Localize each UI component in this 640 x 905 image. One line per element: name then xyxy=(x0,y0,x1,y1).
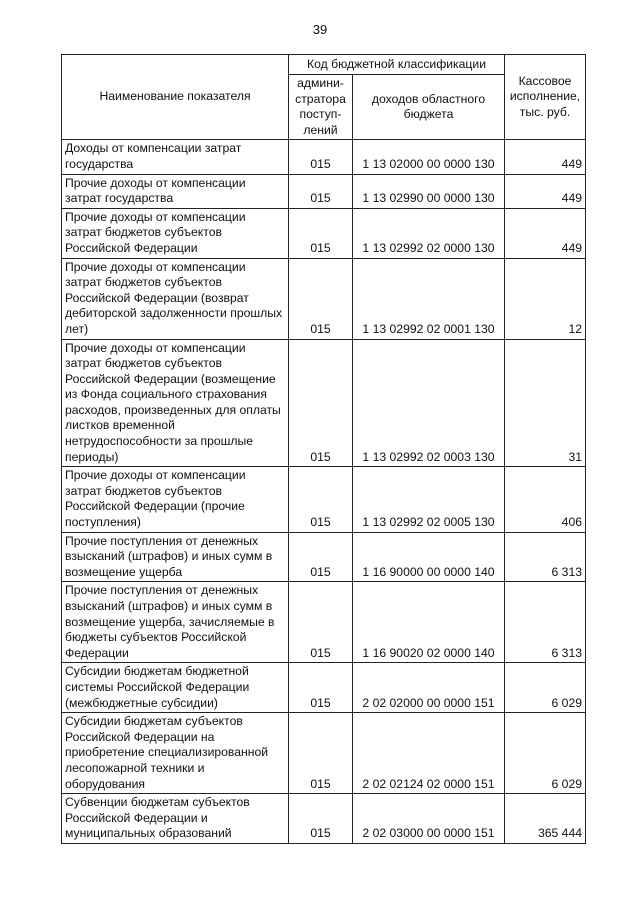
table-row xyxy=(62,339,586,467)
table-row xyxy=(62,663,586,713)
row-admin-code: 015 xyxy=(289,713,353,794)
row-name: Доходы от компенсации затрат государства xyxy=(62,140,289,174)
header-income: доходов областного бюджета xyxy=(353,75,505,140)
row-amount: 449 xyxy=(505,208,586,258)
row-name: Прочие поступления от денежных взысканий (штрафов) и иных сумм в возмещение ущерба, зачисляемые в бюджеты субъектов Российской Федерации xyxy=(62,582,289,663)
row-income-code: 2 02 02000 00 0000 151 xyxy=(353,663,505,713)
row-amount: 449 xyxy=(505,174,586,208)
row-name: Прочие поступления от денежных взысканий (штрафов) и иных сумм в возмещение ущерба xyxy=(62,532,289,582)
header-name: Наименование показателя xyxy=(62,55,289,140)
row-amount: 406 xyxy=(505,467,586,532)
row-name: Прочие доходы от компенсации затрат бюджетов субъектов Российской Федерации (возврат дебиторской задолженности прошлых лет) xyxy=(62,258,289,339)
row-admin-code: 015 xyxy=(289,339,353,467)
table-row xyxy=(62,467,586,532)
page-number: 39 xyxy=(312,22,328,37)
row-admin-code: 015 xyxy=(289,794,353,844)
row-amount: 6 313 xyxy=(505,582,586,663)
row-income-code: 2 02 02124 02 0000 151 xyxy=(353,713,505,794)
header-admin: админи-стратора поступ-лений xyxy=(289,75,353,140)
table-row xyxy=(62,258,586,339)
row-amount: 6 029 xyxy=(505,663,586,713)
row-amount: 449 xyxy=(505,140,586,174)
row-income-code: 1 13 02990 00 0000 130 xyxy=(353,174,505,208)
row-amount: 31 xyxy=(505,339,586,467)
row-name: Субсидии бюджетам субъектов Российской Федерации на приобретение специализированной лесопожарной техники и оборудования xyxy=(62,713,289,794)
row-admin-code: 015 xyxy=(289,663,353,713)
row-name: Прочие доходы от компенсации затрат бюджетов субъектов Российской Федерации xyxy=(62,208,289,258)
row-name: Субсидии бюджетам бюджетной системы Российской Федерации (межбюджетные субсидии) xyxy=(62,663,289,713)
row-name: Прочие доходы от компенсации затрат бюджетов субъектов Российской Федерации (прочие поступления) xyxy=(62,467,289,532)
row-admin-code: 015 xyxy=(289,582,353,663)
row-income-code: 1 16 90000 00 0000 140 xyxy=(353,532,505,582)
row-admin-code: 015 xyxy=(289,467,353,532)
row-name: Прочие доходы от компенсации затрат государства xyxy=(62,174,289,208)
table-row xyxy=(62,532,586,582)
row-admin-code: 015 xyxy=(289,532,353,582)
row-income-code: 1 13 02000 00 0000 130 xyxy=(353,140,505,174)
row-admin-code: 015 xyxy=(289,140,353,174)
row-admin-code: 015 xyxy=(289,208,353,258)
budget-table xyxy=(61,54,586,844)
row-income-code: 1 13 02992 02 0001 130 xyxy=(353,258,505,339)
row-income-code: 1 13 02992 02 0003 130 xyxy=(353,339,505,467)
table-row xyxy=(62,582,586,663)
row-amount: 12 xyxy=(505,258,586,339)
row-income-code: 1 16 90020 02 0000 140 xyxy=(353,582,505,663)
table-row xyxy=(62,713,586,794)
row-admin-code: 015 xyxy=(289,174,353,208)
header-classification: Код бюджетной классификации xyxy=(289,55,505,75)
row-income-code: 1 13 02992 02 0005 130 xyxy=(353,467,505,532)
row-amount: 365 444 xyxy=(505,794,586,844)
row-admin-code: 015 xyxy=(289,258,353,339)
row-name: Прочие доходы от компенсации затрат бюджетов субъектов Российской Федерации (возмещение из Фонда социального страхования расходов, произведенных для оплаты листков временной нетрудоспособности за прошлые периоды) xyxy=(62,339,289,467)
row-amount: 6 029 xyxy=(505,713,586,794)
table-row xyxy=(62,140,586,174)
row-amount: 6 313 xyxy=(505,532,586,582)
table-row xyxy=(62,208,586,258)
table-row xyxy=(62,794,586,844)
row-name: Субвенции бюджетам субъектов Российской Федерации и муниципальных образований xyxy=(62,794,289,844)
row-income-code: 2 02 03000 00 0000 151 xyxy=(353,794,505,844)
table-row xyxy=(62,174,586,208)
row-income-code: 1 13 02992 02 0000 130 xyxy=(353,208,505,258)
header-execution: Кассовое исполнение, тыс. руб. xyxy=(505,55,586,140)
